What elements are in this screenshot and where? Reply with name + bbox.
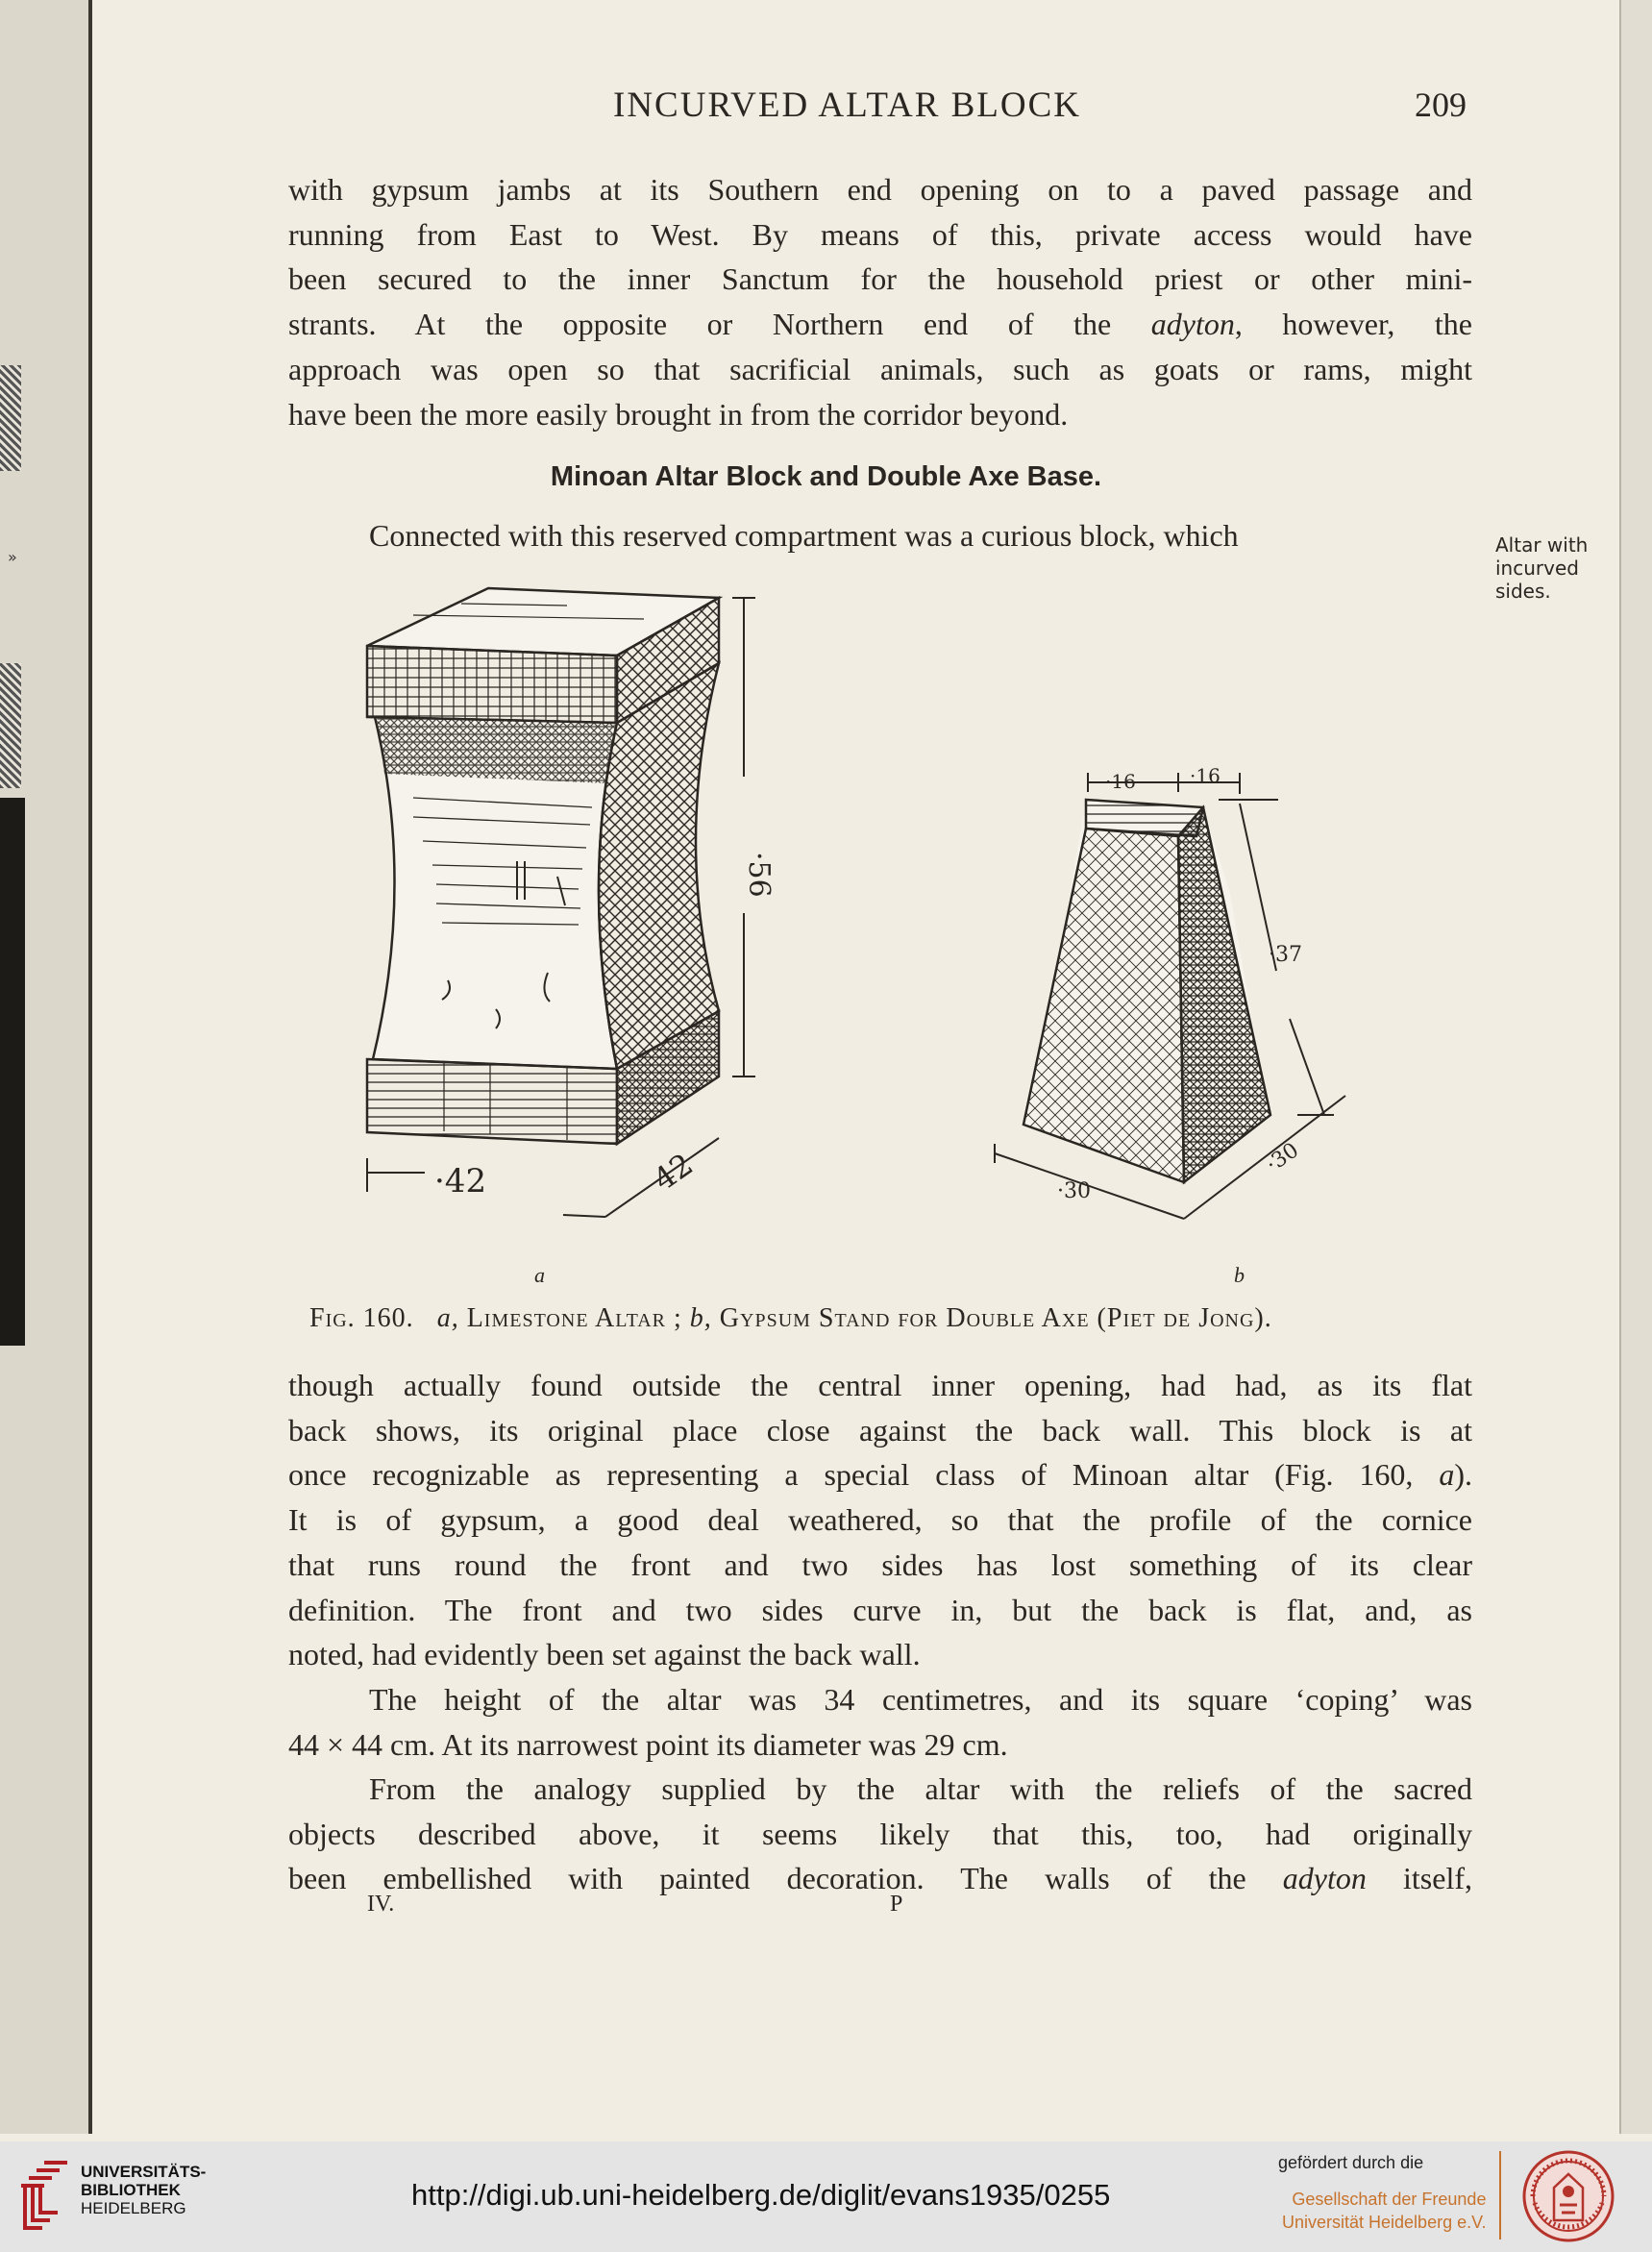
text-line: been secured to the inner Sanctum for the household priest or other mini- xyxy=(288,261,1472,297)
sponsor-label: gefördert durch die xyxy=(1278,2153,1424,2172)
book-edge-right xyxy=(1619,0,1652,2134)
page-number: 209 xyxy=(1415,86,1467,124)
university-seal-icon xyxy=(1521,2149,1615,2243)
text-line: that runs round the front and two sides has lost something of its clear xyxy=(288,1547,1472,1582)
paragraph-1 xyxy=(288,167,1472,436)
dim-altar-width: ·42 xyxy=(434,1162,487,1200)
text-line: back shows, its original place close against the back wall. This block is at xyxy=(288,1412,1472,1448)
page-header xyxy=(0,85,1652,142)
text-line: The height of the altar was 34 centimetres, and its square ‘coping’ was xyxy=(369,1682,1472,1717)
text-line: approach was open so that sacrificial animals, such as goats or rams, might xyxy=(288,351,1472,386)
text-line: once recognizable as representing a special class of Minoan altar (Fig. 160, a). xyxy=(288,1457,1472,1493)
caption-b-letter: b, xyxy=(689,1303,712,1333)
text-line: noted, had evidently been set against the back wall. xyxy=(288,1637,921,1672)
paragraph-2 xyxy=(288,513,1472,558)
signature-mark: P xyxy=(890,1892,903,1917)
text-line: definition. The front and two sides curve in, but the back is flat, and, as xyxy=(288,1592,1472,1627)
text-line: Connected with this reserved compartment was a curious block, which xyxy=(369,518,1239,553)
figure-label-a: a xyxy=(534,1263,545,1287)
text-line: have been the more easily brought in from the corridor beyond. xyxy=(288,396,1069,432)
figure-caption xyxy=(309,1303,1482,1334)
margin-note-line: incurved xyxy=(1495,557,1579,580)
ub-logo-icon xyxy=(17,2159,71,2232)
section-heading: Minoan Altar Block and Double Axe Base. xyxy=(550,461,1102,492)
paragraph-4 xyxy=(288,1677,1472,1767)
dim-stand-depth: ·30 xyxy=(1262,1138,1304,1177)
text-line: 44 × 44 cm. At its narrowest point its diameter was 29 cm. xyxy=(288,1726,1008,1762)
text-line: been embellished with painted decoration. The walls of the adyton itself, xyxy=(288,1861,1473,1896)
caption-a-text: Limestone Altar ; xyxy=(466,1303,682,1333)
dim-altar-depth: 42 xyxy=(646,1146,700,1199)
text-line: It is of gypsum, a good deal weathered, so that the profile of the cornice xyxy=(288,1502,1472,1538)
margin-note-line: sides. xyxy=(1495,580,1551,603)
text-line: strants. At the opposite or Northern end of the adyton, however, the xyxy=(288,307,1473,342)
book-edge-left xyxy=(0,0,92,2134)
footer-bar xyxy=(0,2141,1652,2252)
gypsum-stand-drawing xyxy=(995,764,1345,1219)
dim-stand-width: ·30 xyxy=(1057,1179,1091,1203)
caption-fig-label: Fig. 160. xyxy=(309,1303,414,1333)
caption-a-letter: a, xyxy=(436,1303,459,1333)
double-chevron-icon: » xyxy=(8,548,17,566)
figure-160 xyxy=(356,577,1470,1288)
figure-illustration xyxy=(356,577,1470,1288)
text-line: objects described above, it seems likely that this, too, had originally xyxy=(288,1816,1472,1851)
limestone-altar-drawing xyxy=(367,588,776,1217)
dim-stand-height: ·37 xyxy=(1269,943,1302,967)
running-title: INCURVED ALTAR BLOCK xyxy=(613,86,1082,125)
caption-b-text: Gypsum Stand for Double Axe (Piet de Jong). xyxy=(719,1303,1272,1333)
library-name: UNIVERSITÄTS- BIBLIOTHEK HEIDELBERG xyxy=(81,2163,207,2217)
dim-altar-height: ·56 xyxy=(742,852,776,898)
figure-label-b: b xyxy=(1234,1263,1245,1287)
text-line: From the analogy supplied by the altar with the reliefs of the sacred xyxy=(369,1771,1472,1806)
sponsor-divider xyxy=(1499,2151,1501,2240)
paragraph-5 xyxy=(288,1767,1472,1901)
text-line: running from East to West. By means of this, private access would have xyxy=(288,216,1472,252)
signature-volume: IV. xyxy=(367,1892,395,1917)
margin-note xyxy=(1495,533,1620,603)
sponsor-name: Gesellschaft der Freunde Universität Heidelberg e.V. xyxy=(1282,2190,1487,2232)
digitization-url[interactable]: http://digi.ub.uni-heidelberg.de/diglit/evans1935/0255 xyxy=(411,2178,1111,2212)
paragraph-3 xyxy=(288,1363,1472,1677)
text-line: with gypsum jambs at its Southern end opening on to a paved passage and xyxy=(288,172,1472,207)
dim-stand-top-1: ·16 xyxy=(1105,770,1136,793)
dim-stand-top-2: ·16 xyxy=(1190,764,1221,787)
margin-note-line: Altar with xyxy=(1495,533,1589,557)
text-line: though actually found outside the central inner opening, had had, as its flat xyxy=(288,1368,1472,1402)
